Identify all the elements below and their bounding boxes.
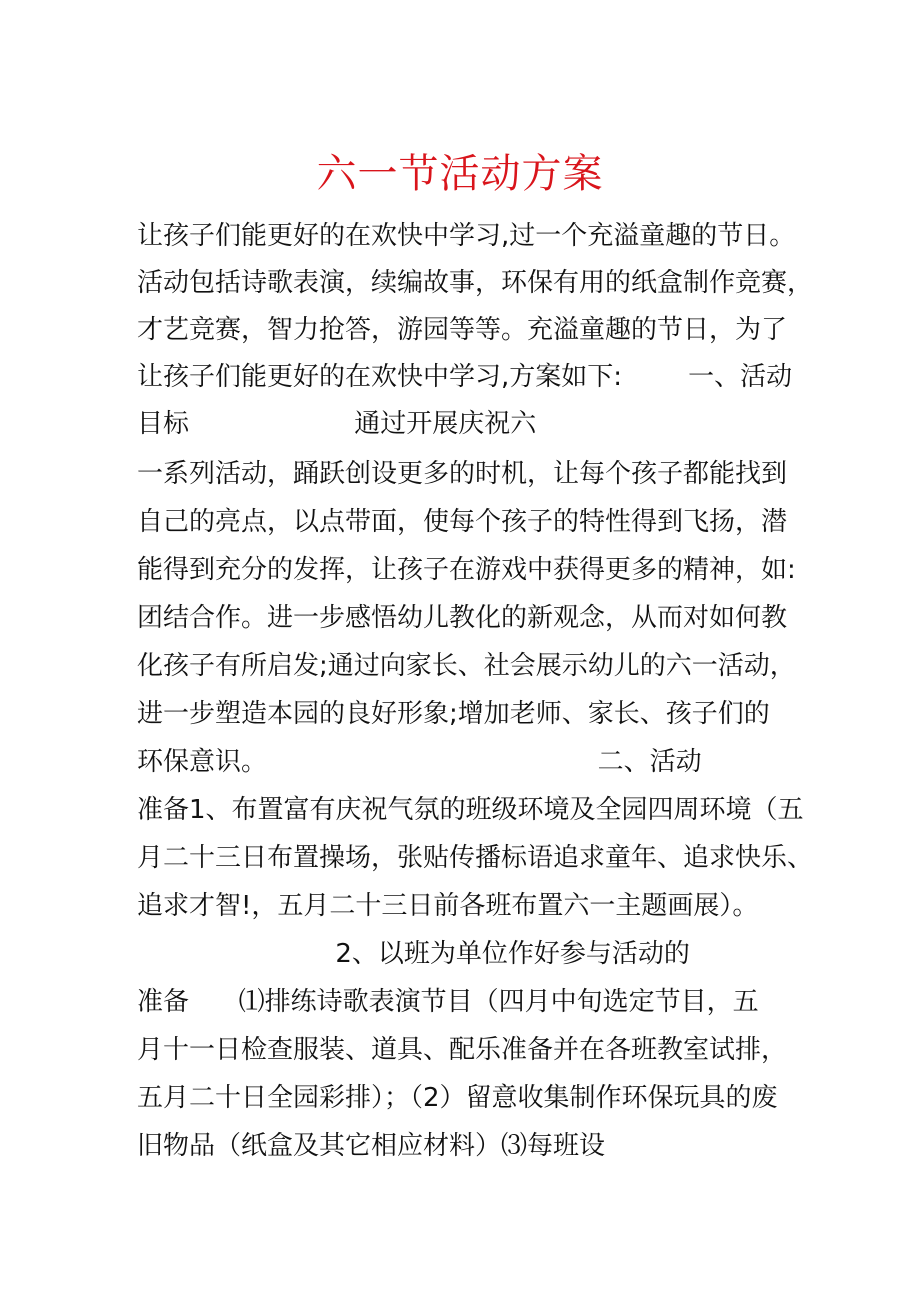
body-line: 才艺竞赛，智力抢答，游园等等。充溢童趣的节日，为了 xyxy=(137,315,788,345)
body-line: 追求才智!，五月二十三日前各班布置六一主题画展）。 xyxy=(137,891,759,921)
body-line: 目标 通过开展庆祝六 xyxy=(137,409,537,439)
body-line: 准备1、布置富有庆祝气氛的班级环境及全园四周环境（五 xyxy=(137,795,804,825)
body-line: 进一步塑造本园的良好形象;增加老师、家长、孩子们的 xyxy=(137,699,770,729)
document-title: 六一节活动方案 xyxy=(316,151,604,197)
body-line: 化孩子有所启发;通过向家长、社会展示幼儿的六一活动， xyxy=(137,651,796,681)
body-line: 环保意识。 二、活动 xyxy=(137,747,702,777)
body-line: 能得到充分的发挥，让孩子在游戏中获得更多的精神，如: xyxy=(137,555,796,585)
body-line: 自己的亮点，以点带面，使每个孩子的特性得到飞扬，潜 xyxy=(137,507,788,537)
body-line: 一系列活动，踊跃创设更多的时机，让每个孩子都能找到 xyxy=(137,459,788,489)
body-line: 月十一日检查服装、道具、配乐准备并在各班教室试排， xyxy=(137,1035,788,1065)
body-line: 团结合作。进一步感悟幼儿教化的新观念，从而对如何教 xyxy=(137,603,788,633)
body-line: 准备 ⑴排练诗歌表演节目（四月中旬选定节目，五 xyxy=(137,987,759,1017)
body-line: 2、以班为单位作好参与活动的 xyxy=(137,939,690,969)
body-line: 旧物品（纸盒及其它相应材料）⑶每班设 xyxy=(137,1131,606,1161)
body-line: 让孩子们能更好的在欢快中学习,方案如下: 一、活动 xyxy=(137,362,793,392)
body-line: 月二十三日布置操场，张贴传播标语追求童年、追求快乐、 xyxy=(137,843,814,873)
body-line: 五月二十日全园彩排）；（2）留意收集制作环保玩具的废 xyxy=(137,1083,778,1113)
body-line: 让孩子们能更好的在欢快中学习,过一个充溢童趣的节日。 xyxy=(137,221,796,251)
body-line: 活动包括诗歌表演，续编故事，环保有用的纸盒制作竞赛， xyxy=(137,268,814,298)
